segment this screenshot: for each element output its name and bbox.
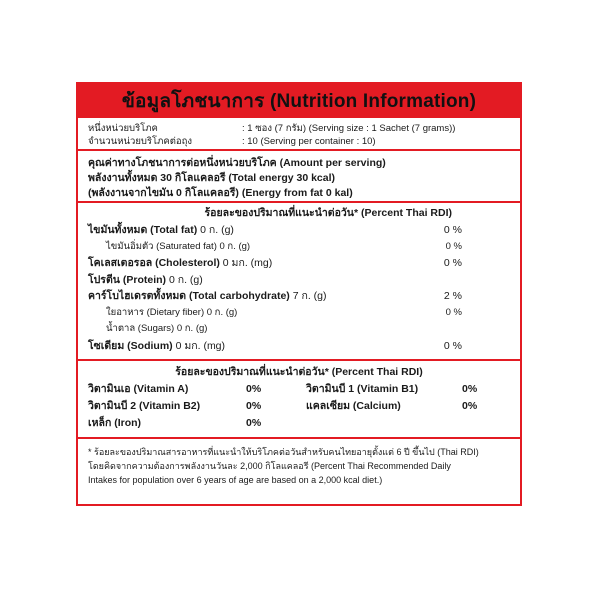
vitamin-section: [78, 361, 520, 439]
nutrient-name: ไขมันทั้งหมด (Total fat): [88, 224, 198, 236]
vitamin-percent: 0%: [246, 417, 262, 429]
nutrient-row: [88, 288, 510, 305]
vitamin-row: [88, 398, 510, 415]
nutrient-percent: 0 %: [443, 339, 462, 352]
label-title: ข้อมูลโภชนาการ (Nutrition Information): [78, 84, 520, 118]
serving-size-row: [88, 122, 510, 135]
servings-per-container-value: : 10 (Serving per container : 10): [242, 136, 376, 147]
nutrient-percent: 0 %: [445, 306, 462, 318]
nutrient-amount: 0 มก. (mg): [172, 339, 226, 352]
amount-per-serving: คุณค่าทางโภชนาการต่อหนึ่งหน่วยบริโภค (Amount per serving): [88, 157, 386, 169]
nutrient-row: [88, 338, 510, 355]
total-energy: พลังงานทั้งหมด 30 กิโลแคลอรี (Total energy 30 kcal): [88, 172, 336, 184]
nutrient-name: ไขมันอิ่มตัว (Saturated fat): [106, 240, 217, 252]
nutrient-name: ใยอาหาร (Dietary fiber): [106, 306, 205, 318]
footnote-line: Intakes for population over 6 years of age are based on a 2,000 kcal diet.): [88, 475, 383, 485]
nutrient-percent: 2 %: [443, 290, 462, 302]
nutrient-percent: 0 %: [443, 257, 462, 269]
nutrient-row: [88, 239, 510, 256]
energy-section: [78, 151, 520, 203]
nutrient-amount: 0 ก. (g): [197, 224, 234, 236]
servings-per-container-row: [88, 135, 510, 148]
footnote-line: * ร้อยละของปริมาณสารอาหารที่แนะนำให้บริโภคต่อวันสำหรับคนไทยอายุตั้งแต่ 6 ปี ขึ้นไป (Thai RDI): [88, 447, 479, 457]
nutrient-row: [88, 321, 510, 338]
nutrient-row: [88, 305, 510, 322]
vitamin-percent: 0%: [462, 383, 478, 395]
vitamin-name: เหล็ก (Iron): [88, 417, 142, 429]
nutrient-percent: 0 %: [445, 240, 462, 252]
nutrient-amount: 0 มก. (mg): [219, 257, 273, 269]
nutrient-row: [88, 222, 510, 239]
nutrient-section: [78, 203, 520, 361]
serving-size-label: หนึ่งหน่วยบริโภค: [88, 123, 158, 134]
serving-section: [78, 118, 520, 151]
vitamin-percent: 0%: [462, 400, 478, 412]
nutrient-rdi-header: ร้อยละของปริมาณที่แนะนำต่อวัน* (Percent Thai RDI): [204, 207, 452, 219]
nutrient-amount: 0 ก. (g): [204, 306, 238, 318]
vitamin-row: [88, 381, 510, 398]
nutrient-list: [88, 222, 510, 354]
vitamin-name: วิตามินบี 1 (Vitamin B1): [306, 383, 419, 395]
nutrient-name: น้ำตาล (Sugars): [106, 323, 175, 334]
serving-size-value: : 1 ซอง (7 กรัม) (Serving size : 1 Sachet (7 grams)): [242, 123, 456, 134]
servings-per-container-label: จำนวนหน่วยบริโภคต่อถุง: [88, 136, 192, 147]
nutrient-amount: 0 ก. (g): [216, 240, 251, 252]
nutrient-name: โปรตีน (Protein): [88, 273, 167, 286]
nutrient-percent: 0 %: [443, 224, 462, 236]
vitamin-name: วิตามินเอ (Vitamin A): [88, 383, 189, 395]
nutrient-row: [88, 272, 510, 289]
vitamin-name: แคลเซียม (Calcium): [306, 400, 401, 412]
nutrient-name: โคเลสเตอรอล (Cholesterol): [88, 257, 220, 269]
vitamin-percent: 0%: [246, 383, 262, 395]
footnote-line: โดยคิดจากความต้องการพลังงานวันละ 2,000 กิโลแคลอรี (Percent Thai Recommended Daily: [88, 461, 451, 471]
footnote-section: [78, 439, 520, 487]
nutrient-name: โซเดียม (Sodium): [88, 339, 173, 352]
vitamin-row: [88, 415, 510, 432]
nutrient-amount: 0 ก. (g): [174, 323, 208, 334]
vitamin-rdi-header: ร้อยละของปริมาณที่แนะนำต่อวัน* (Percent Thai RDI): [175, 366, 423, 378]
vitamin-list: [88, 381, 510, 432]
vitamin-percent: 0%: [246, 400, 262, 412]
energy-from-fat: (พลังงานจากไขมัน 0 กิโลแคลอรี) (Energy from fat 0 kal): [88, 187, 353, 199]
nutrition-label: [76, 82, 522, 506]
nutrient-amount: 0 ก. (g): [166, 273, 203, 286]
vitamin-name: วิตามินบี 2 (Vitamin B2): [88, 400, 201, 412]
nutrient-row: [88, 255, 510, 272]
nutrient-amount: 7 ก. (g): [289, 290, 327, 302]
nutrient-name: คาร์โบไฮเดรตทั้งหมด (Total carbohydrate): [88, 290, 290, 302]
